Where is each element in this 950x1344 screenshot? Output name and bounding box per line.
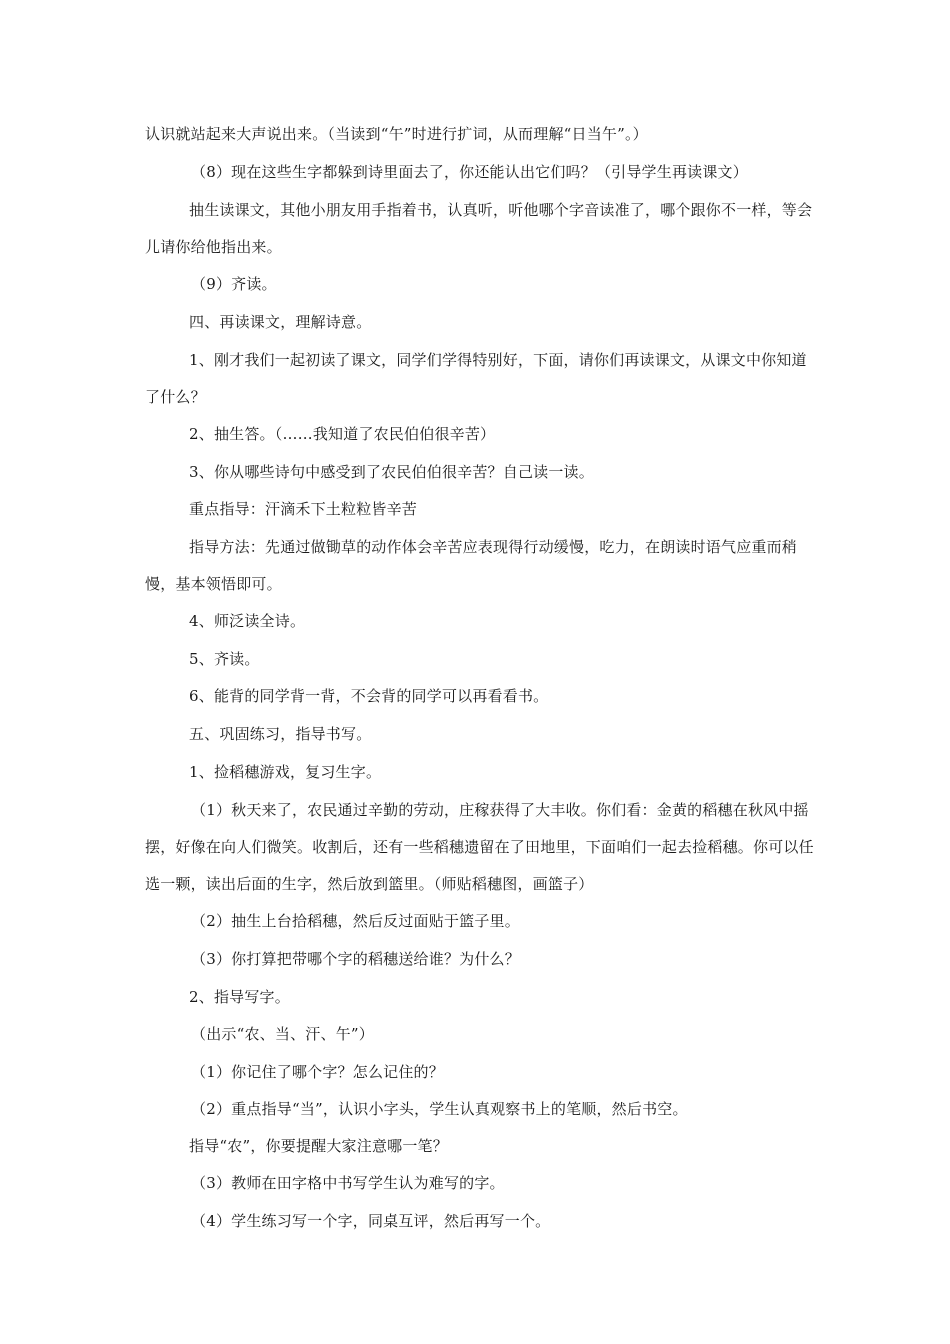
paragraph-18: 2、指导写字。 (189, 988, 290, 1006)
paragraph-11: 5、齐读。 (189, 650, 260, 668)
paragraph-15: （1）秋天来了，农民通过辛勤的劳动，庄稼获得了大丰收。你们看：金黄的稻穗在秋风中摇摆，好像在向人们微笑。收割后，还有一些稻穗遗留在了田地里，下面咱们一起去捡稻穗。你可以任选一颗，读出后面的生字，然后放到篮里。（师贴稻穗图，画篮子） (145, 801, 814, 893)
paragraph-5: 1、刚才我们一起初读了课文，同学们学得特别好，下面，请你们再读课文，从课文中你知道了什么？ (145, 351, 807, 406)
paragraph-9: 指导方法：先通过做锄草的动作体会辛苦应表现得行动缓慢，吃力，在朗读时语气应重而稍慢，基本领悟即可。 (145, 538, 798, 593)
paragraph-14: 1、捡稻穗游戏，复习生字。 (189, 763, 382, 781)
paragraph-16: （2）抽生上台拾稻穗，然后反过面贴于篮子里。 (191, 912, 520, 930)
paragraph-17: （3）你打算把带哪个字的稻穗送给谁？为什么？ (191, 950, 520, 968)
paragraph-1: （8）现在这些生字都躲到诗里面去了，你还能认出它们吗？（引导学生再读课文） (191, 163, 748, 181)
paragraph-22: 指导“农”，你要提醒大家注意哪一笔？ (189, 1137, 448, 1155)
paragraph-8: 重点指导：汗滴禾下土粒粒皆辛苦 (189, 500, 418, 518)
section-heading-13: 五、巩固练习，指导书写。 (189, 725, 372, 743)
paragraph-19: （出示“农、当、汗、午”） (191, 1025, 374, 1043)
paragraph-7: 3、你从哪些诗句中感受到了农民伯伯很辛苦？自己读一读。 (189, 463, 594, 481)
paragraph-3: （9）齐读。 (191, 275, 277, 293)
paragraph-23: （3）教师在田字格中书写学生认为难写的字。 (191, 1174, 505, 1192)
section-heading-4: 四、再读课文，理解诗意。 (189, 313, 372, 331)
paragraph-24: （4）学生练习写一个字，同桌互评，然后再写一个。 (191, 1212, 551, 1230)
paragraph-0: 认识就站起来大声说出来。（当读到“午”时进行扩词，从而理解“日当午”。） (145, 125, 648, 143)
paragraph-20: （1）你记住了哪个字？怎么记住的？ (191, 1063, 444, 1081)
paragraph-10: 4、师泛读全诗。 (189, 612, 306, 630)
paragraph-12: 6、能背的同学背一背，不会背的同学可以再看看书。 (189, 687, 549, 705)
paragraph-6: 2、抽生答。（……我知道了农民伯伯很辛苦） (189, 425, 496, 443)
paragraph-2: 抽生读课文，其他小朋友用手指着书，认真听，听他哪个字音读准了，哪个跟你不一样，等会儿请你给他指出来。 (145, 201, 813, 256)
paragraph-21: （2）重点指导“当”，认识小字头，学生认真观察书上的笔顺，然后书空。 (191, 1100, 688, 1118)
